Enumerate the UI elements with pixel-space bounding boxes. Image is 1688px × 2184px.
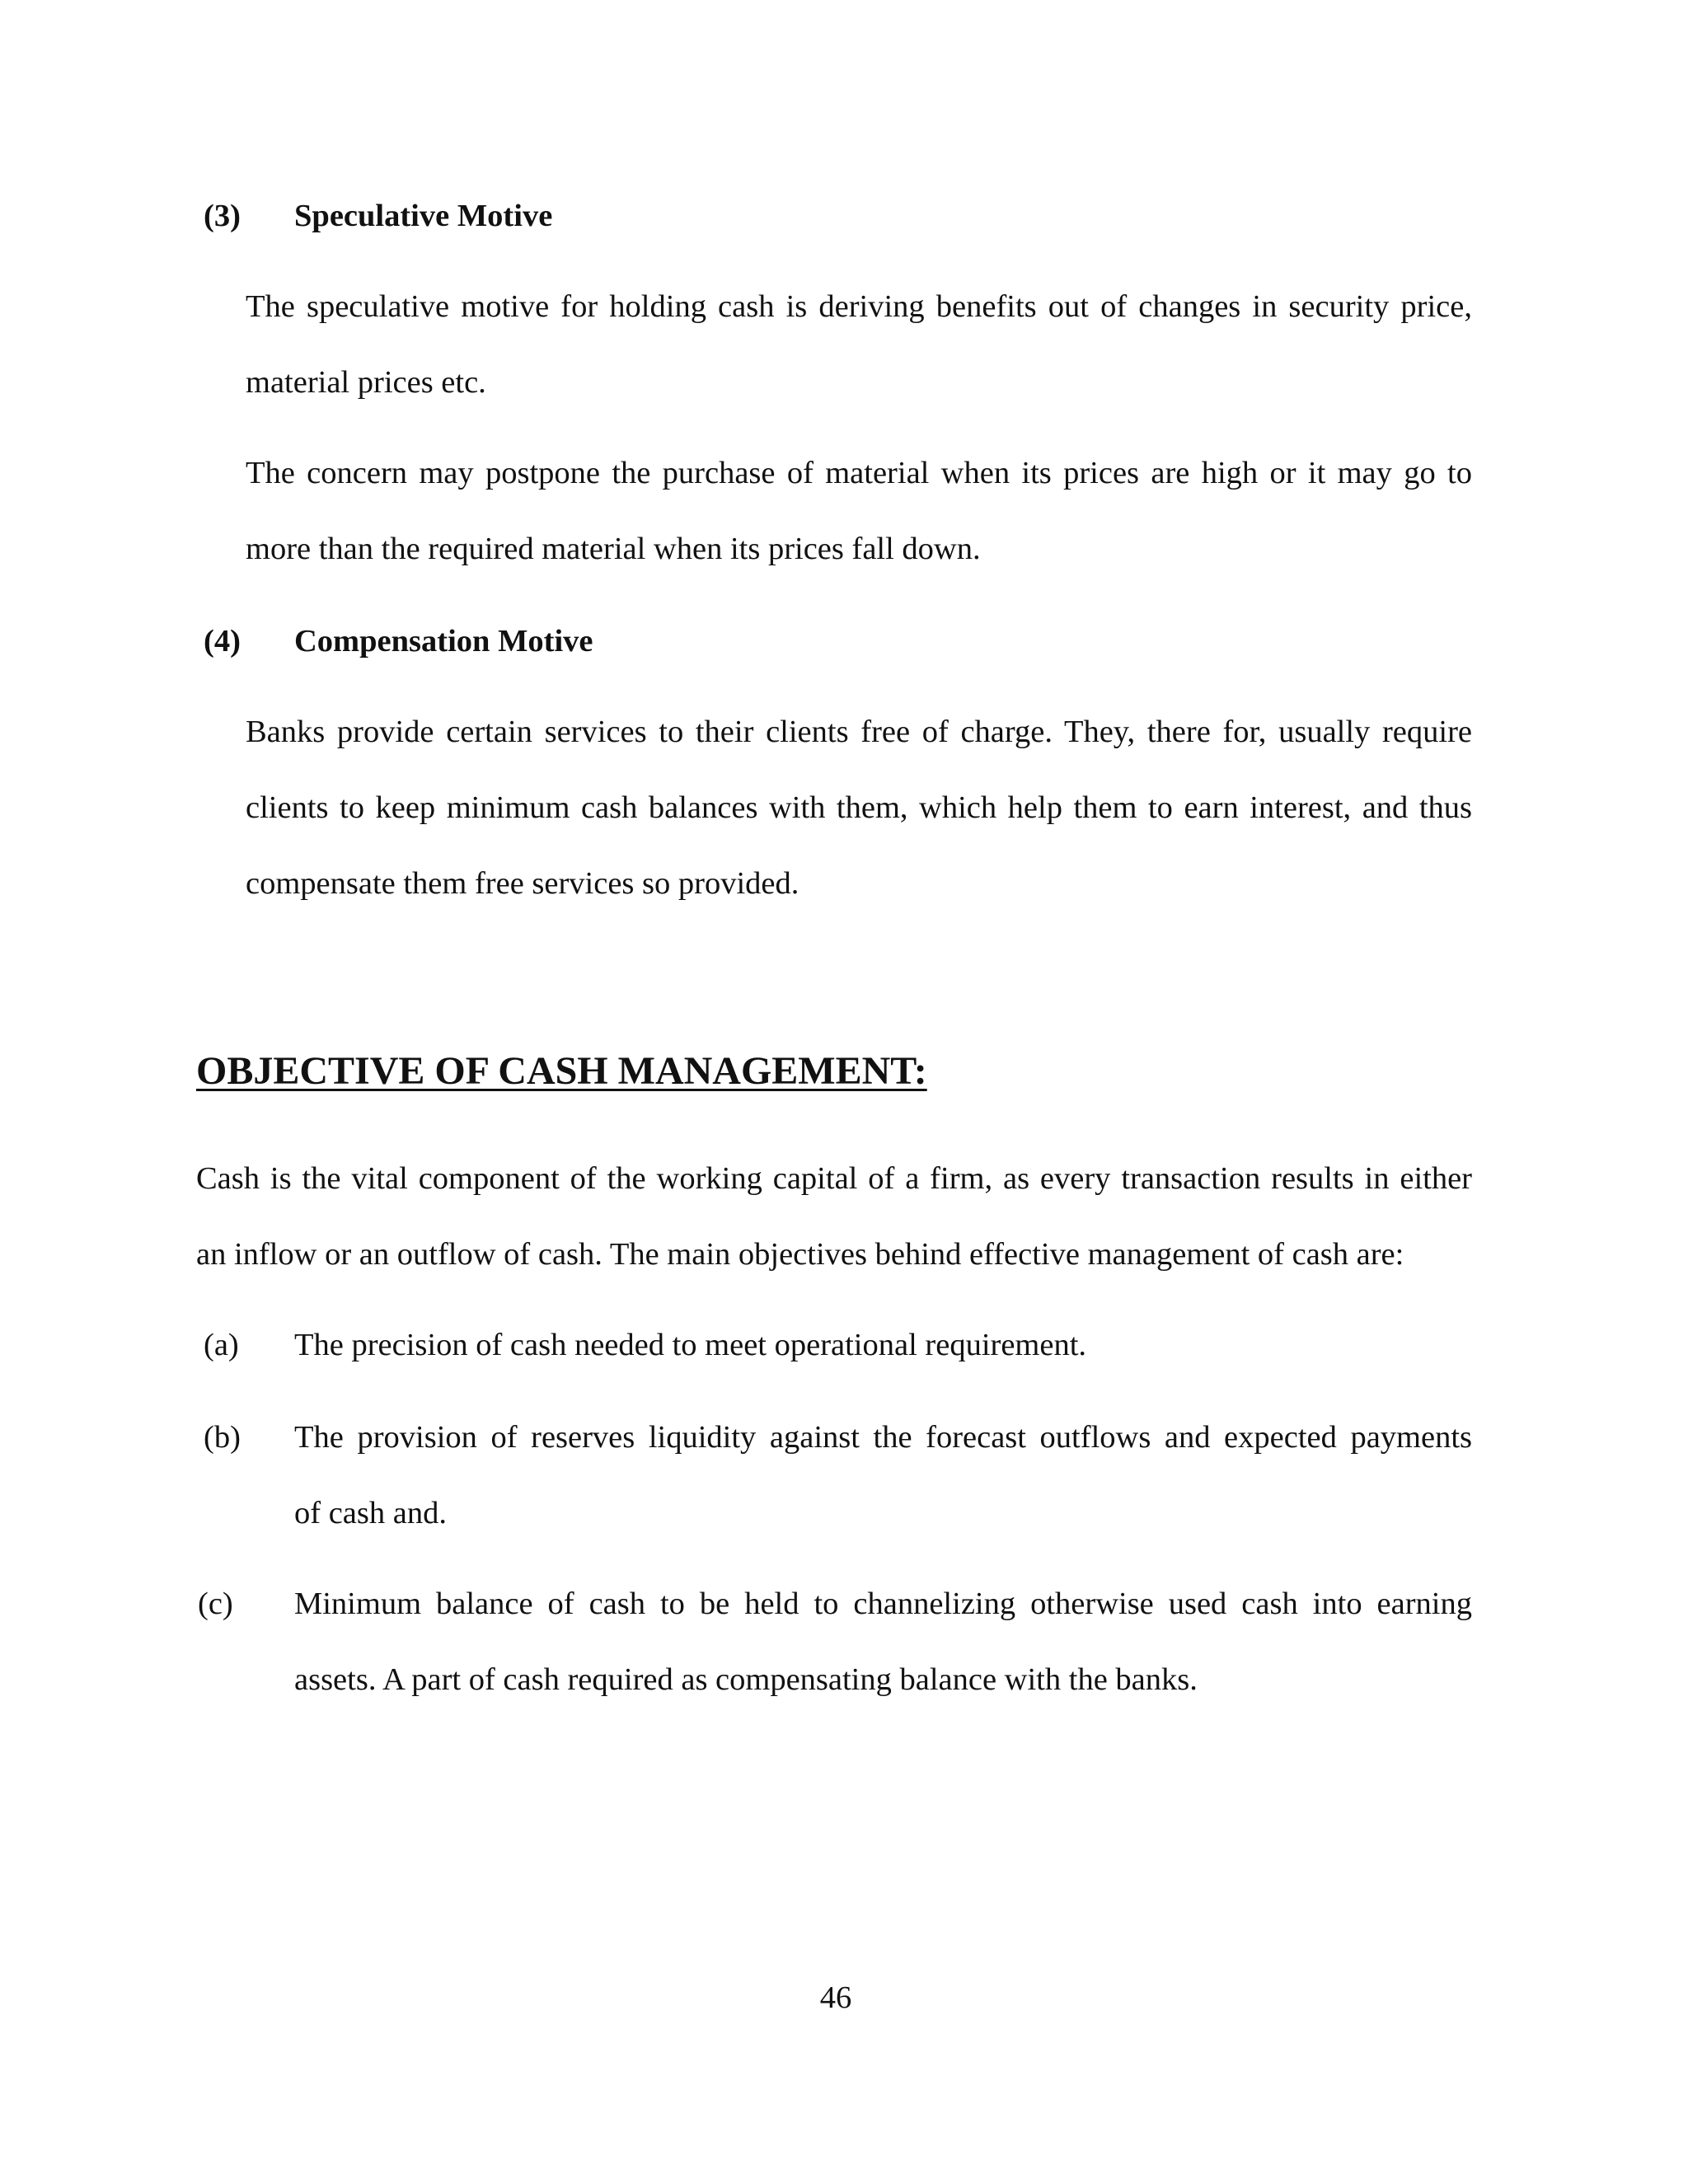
paragraph-line: material prices etc.: [246, 365, 486, 400]
page-number: 46: [819, 1980, 852, 2015]
paragraph-line: an inflow or an outflow of cash. The main objectives behind effective management of cash are:: [196, 1237, 1404, 1272]
section-number: (3): [204, 199, 241, 233]
paragraph-line: The speculative motive for holding cash is deriving benefits out of changes in security price,: [246, 289, 1472, 324]
list-item-label: (b): [204, 1420, 241, 1455]
list-item-label: (c): [198, 1586, 233, 1621]
paragraph-line: Banks provide certain services to their clients free of charge. They, there for, usually require: [246, 715, 1472, 749]
paragraph-line: clients to keep minimum cash balances with them, which help them to earn interest, and thus: [246, 790, 1472, 825]
paragraph-line: Cash is the vital component of the working capital of a firm, as every transaction results in either: [196, 1161, 1472, 1196]
paragraph-line: The concern may postpone the purchase of material when its prices are high or it may go to: [246, 456, 1472, 490]
page-heading: OBJECTIVE OF CASH MANAGEMENT:: [196, 1049, 927, 1093]
list-item-text: The precision of cash needed to meet operational requirement.: [294, 1328, 1087, 1362]
list-item-text: assets. A part of cash required as compensating balance with the banks.: [294, 1662, 1198, 1697]
list-item-text: of cash and.: [294, 1496, 447, 1530]
list-item-text: Minimum balance of cash to be held to channelizing otherwise used cash into earning: [294, 1586, 1472, 1621]
list-item-label: (a): [204, 1328, 239, 1362]
paragraph-line: more than the required material when its prices fall down.: [246, 532, 981, 566]
paragraph-line: compensate them free services so provided.: [246, 866, 799, 901]
section-title: Compensation Motive: [294, 624, 593, 658]
section-title: Speculative Motive: [294, 199, 553, 233]
section-number: (4): [204, 624, 241, 658]
list-item-text: The provision of reserves liquidity against the forecast outflows and expected payments: [294, 1420, 1472, 1455]
